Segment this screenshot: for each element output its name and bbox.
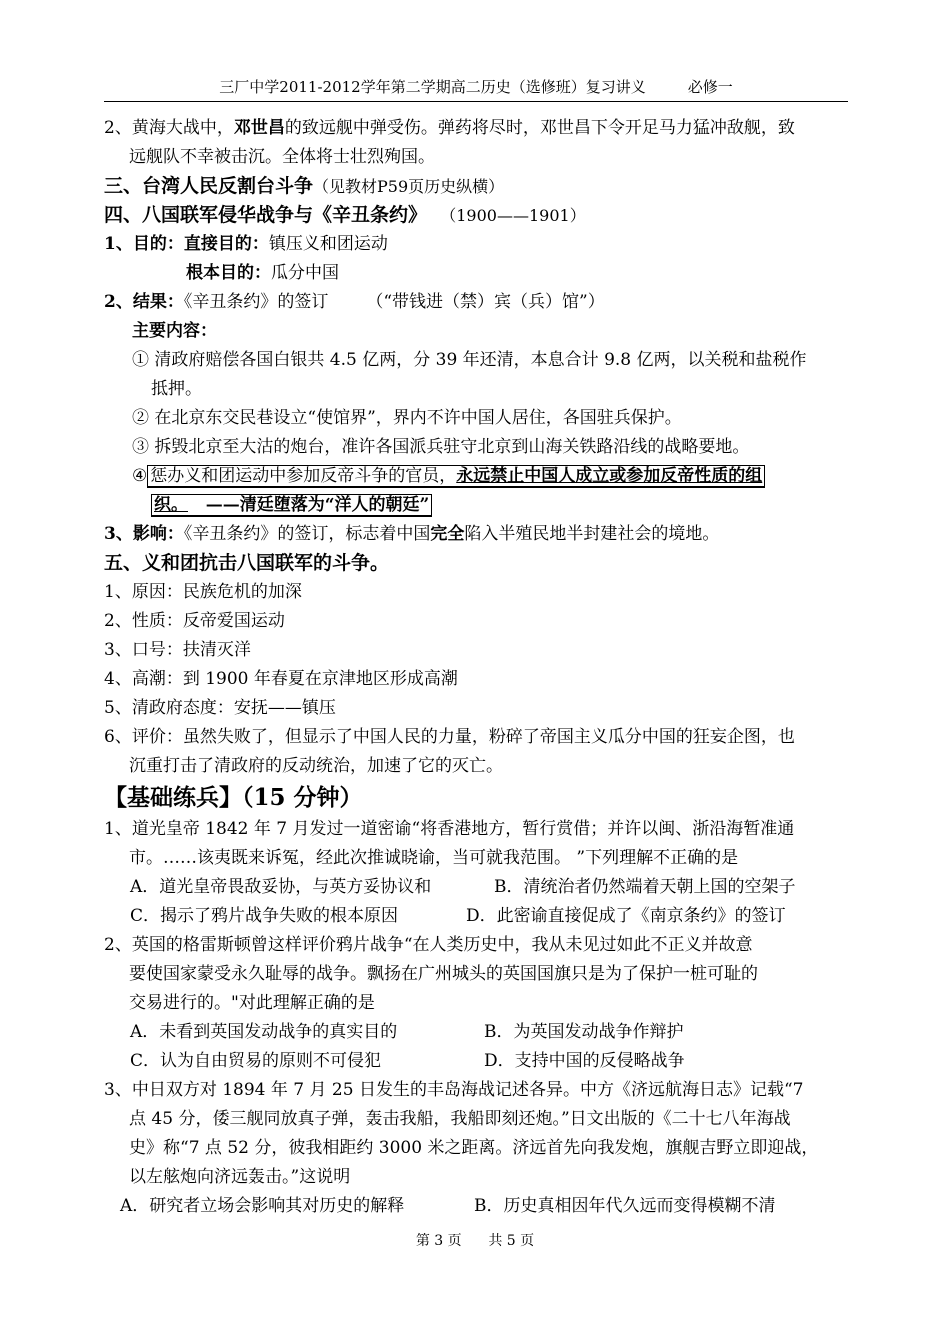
boxer-climax: 4、高潮：到 1900 年春夏在京津地区形成高潮 [104,669,458,689]
question-3-choices-ab [104,1192,849,1221]
treaty-item-3: ③ 拆毁北京至大沽的炮台，准许各国派兵驻守北京到山海关铁路沿线的战略要地。 [132,437,750,457]
treaty-item-4-box [147,465,765,488]
question-2-choices-cd [104,1047,849,1076]
section-4-title: 四、八国联军侵华战争与《辛丑条约》 [104,204,428,226]
practice-title: 【基础练兵】 [104,784,242,811]
root-purpose-text: 瓜分中国 [271,263,339,283]
huanghai-paragraph [104,114,849,143]
result-label: 2、结果： [104,292,184,312]
question-2-stem: 2、英国的格雷斯顿曾这样评价鸦片战争“在人类历史中，我从未见过如此不正义并故意 [104,935,753,955]
section-4-heading [104,201,849,230]
section-5-heading: 五、义和团抗击八国联军的斗争。 [104,552,390,574]
impact-text-b: 完全 [430,524,465,544]
result-mnemonic: （“带钱进（禁）宾（兵）馆”） [366,292,605,312]
huanghai-name: 邓世昌 [233,118,285,138]
question-2-choices-ab [104,1018,849,1047]
practice-time: （15 分钟） [242,784,363,811]
impact-line [104,520,849,549]
impact-text-a: 《辛丑条约》的签订，标志着中国 [183,524,431,544]
purpose-direct [104,230,849,259]
question-2-stem-cont2: 交易进行的。"对此理解正确的是 [129,993,375,1013]
question-1-choices-cd [104,902,849,931]
question-2-option-a: A．未看到英国发动战争的真实目的 [130,1022,398,1042]
treaty-item-4 [104,462,849,491]
practice-heading [104,781,849,815]
huanghai-text-c: 的致远舰中弹受伤。弹药将尽时，邓世昌下令开足马力猛冲敌舰，致 [284,118,795,138]
footer-total-pages: 共 5 页 [488,1233,535,1249]
question-3-stem-cont3: 以左舷炮向济远轰击。”这说明 [129,1167,351,1187]
boxer-nature: 2、性质：反帝爱国运动 [104,611,285,631]
boxer-evaluation-cont: 沉重打击了清政府的反动统治，加速了它的灭亡。 [129,756,503,776]
impact-text-c: 陷入半殖民地半封建社会的境地。 [464,524,720,544]
boxer-cause: 1、原因：民族危机的加深 [104,582,302,602]
purpose-label: 1、目的： [104,234,184,254]
direct-purpose-text: 镇压义和团运动 [268,234,388,254]
purpose-root [104,259,849,288]
treaty-item-4a: 惩办义和团运动中参加反帝斗争的官员， [150,466,457,486]
question-1-stem: 1、道光皇帝 1842 年 7 月发过一道密谕“将香港地方，暂行赏借；并许以闽、浙沿海暂准通 [104,819,795,839]
question-3-option-a: A．研究者立场会影响其对历史的解释 [120,1196,405,1216]
section-3-title: 三、台湾人民反割台斗争 [104,175,314,197]
treaty-item-4c: 织。 [154,495,188,515]
question-1-option-a: A．道光皇帝畏敌妥协，与英方妥协议和 [130,877,432,897]
section-3-note: （见教材P59页历史纵横） [313,177,505,196]
header-title: 三厂中学2011-2012学年第二学期高二历史（选修班）复习讲义 [219,78,646,96]
question-1-choices-ab [104,873,849,902]
question-2-option-b: B．为英国发动战争作辩护 [484,1022,684,1042]
impact-label: 3、影响： [104,524,184,544]
document-body [104,114,849,1221]
huanghai-text-a: 2、黄海大战中， [104,118,234,138]
question-1-stem-cont: 市。……该夷既来诉冤，经此次推诚晓谕，当可就我范围。 ”下列理解不正确的是 [129,848,739,868]
question-1-option-b: B．清统治者仍然端着天朝上国的空架子 [494,877,796,897]
question-2-option-d: D．支持中国的反侵略战争 [484,1051,685,1071]
result-text: 《辛丑条约》的签订 [183,292,329,312]
treaty-item-4-box-cont [151,494,432,517]
boxer-qing-attitude: 5、清政府态度：安抚——镇压 [104,698,336,718]
question-3-stem-cont: 点 45 分，倭三舰同放真子弹，轰击我船，我船即刻还炮。”日文出版的《二十七八年海战 [129,1109,791,1129]
question-3-option-b: B．历史真相因年代久远而变得模糊不清 [474,1196,776,1216]
boxer-slogan: 3、口号：扶清灭洋 [104,640,251,660]
treaty-item-1-cont: 抵押。 [151,379,202,399]
question-3-stem: 3、中日双方对 1894 年 7 月 25 日发生的丰岛海战记述各异。中方《济远航海日志》记载“7 [104,1080,804,1100]
boxer-evaluation: 6、评价：虽然失败了，但显示了中国人民的力量，粉碎了帝国主义瓜分中国的狂妄企图，也 [104,727,795,747]
treaty-item-1: ① 清政府赔偿各国白银共 4.5 亿两，分 39 年还清，本息合计 9.8 亿两，以关税和盐税作 [132,350,807,370]
section-3-heading [104,172,849,201]
question-2-stem-cont: 要使国家蒙受永久耻辱的战争。飘扬在广州城头的英国国旗只是为了保护一桩可耻的 [129,964,758,984]
root-purpose-label: 根本目的： [186,263,271,283]
result-line [104,288,849,317]
direct-purpose-label: 直接目的： [183,234,269,254]
question-1-option-d: D．此密谕直接促成了《南京条约》的签订 [466,906,786,926]
footer-page-number: 第 3 页 [415,1233,462,1249]
main-content-label: 主要内容： [132,321,217,341]
page-header [104,76,848,102]
treaty-item-4-cont [104,491,849,520]
huanghai-text-d: 远舰队不幸被击沉。全体将士壮烈殉国。 [129,147,435,167]
treaty-item-2: ② 在北京东交民巷设立“使馆界”，界内不许中国人居住，各国驻兵保护。 [132,408,682,428]
header-right: 必修一 [687,78,733,96]
treaty-item-4b: 永远禁止中国人成立或参加反帝性质的组 [456,466,763,486]
question-2-option-c: C．认为自由贸易的原则不可侵犯 [130,1051,382,1071]
treaty-item-4-num: ④ [132,466,148,486]
question-3-stem-cont2: 史》称“7 点 52 分，彼我相距约 3000 米之距离。济远首先向我发炮，旗舰吉野立即迎战， [129,1138,819,1158]
section-4-years: （1900——1901） [440,206,586,225]
question-1-option-c: C．揭示了鸦片战争失败的根本原因 [130,906,399,926]
page-footer [0,1230,950,1250]
treaty-item-4d: ——清廷堕落为“洋人的朝廷” [205,495,430,515]
